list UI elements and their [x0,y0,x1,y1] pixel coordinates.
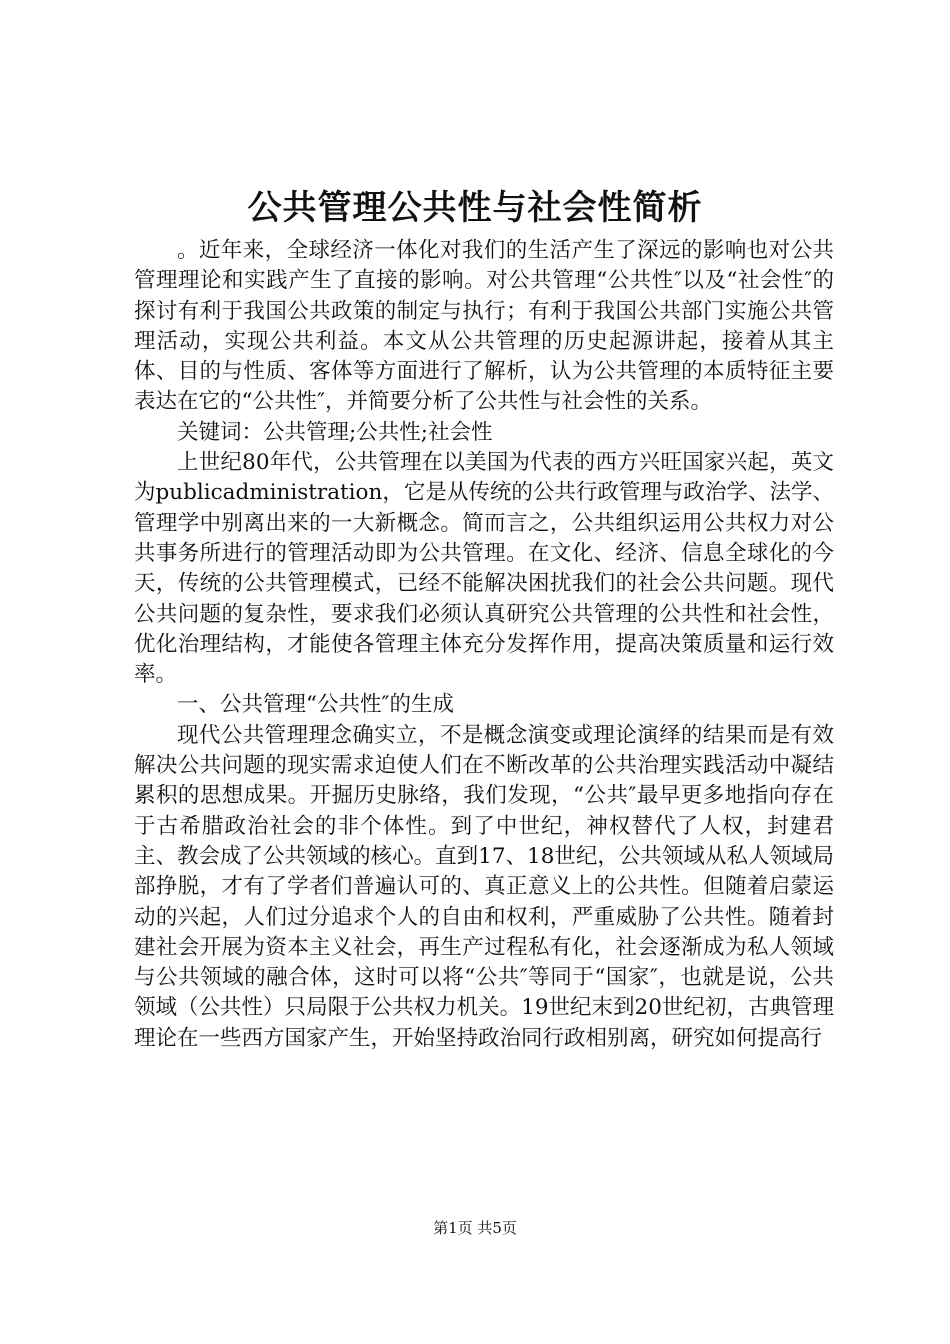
page-number-footer: 第1页 共5页 [433,1219,517,1237]
body-paragraph: 现代公共管理理念确实立，不是概念演变或理论演绎的结果而是有效解决公共问题的现实需求迫使人们在不断改革的公共治理实践活动中凝结累积的思想成果。开掘历史脉络，我们发现，“公共″最早更多地指向存在于古希腊政治社会的非个体性。到了中世纪，神权替代了人权，封建君主、教会成了公共领域的核心。直到17、18世纪，公共领域从私人领域局部挣脱，才有了学者们普遍认可的、真正意义上的公共性。但随着启蒙运动的兴起，人们过分追求个人的自由和权利，严重威胁了公共性。随着封建社会开展为资本主义社会，再生产过程私有化，社会逐渐成为私人领域与公共领域的融合体，这时可以将“公共″等同于“国家″，也就是说，公共领域（公共性）只局限于公共权力机关。19世纪末到20世纪初，古典管理理论在一些西方国家产生，开始坚持政治同行政相别离，研究如何提高行 [134,722,834,1051]
section-heading: 一、公共管理“公共性″的生成 [177,692,455,718]
body-paragraph: 上世纪80年代，公共管理在以美国为代表的西方兴旺国家兴起，英文为publicadministration，它是从传统的公共行政管理与政治学、法学、管理学中别离出来的一大新概念。简而言之，公共组织运用公共权力对公共事务所进行的管理活动即为公共管理。在文化、经济、信息全球化的今天，传统的公共管理模式，已经不能解决困扰我们的社会公共问题。现代公共问题的复杂性，要求我们必须认真研究公共管理的公共性和社会性，优化治理结构，才能使各管理主体充分发挥作用，提高决策质量和运行效率。 [134,450,834,688]
document-body [134,236,834,1054]
document-title: 公共管理公共性与社会性简析 [247,188,703,228]
abstract-paragraph: 。近年来，全球经济一体化对我们的生活产生了深远的影响也对公共管理理论和实践产生了直接的影响。对公共管理“公共性″以及“社会性″的探讨有利于我国公共政策的制定与执行；有利于我国公共部门实施公共管理活动，实现公共利益。本文从公共管理的历史起源讲起，接着从其主体、目的与性质、客体等方面进行了解析，认为公共管理的本质特征主要表达在它的“公共性″，并简要分析了公共性与社会性的关系。 [134,238,834,415]
keywords-paragraph: 关键词：公共管理;公共性;社会性 [177,419,493,445]
